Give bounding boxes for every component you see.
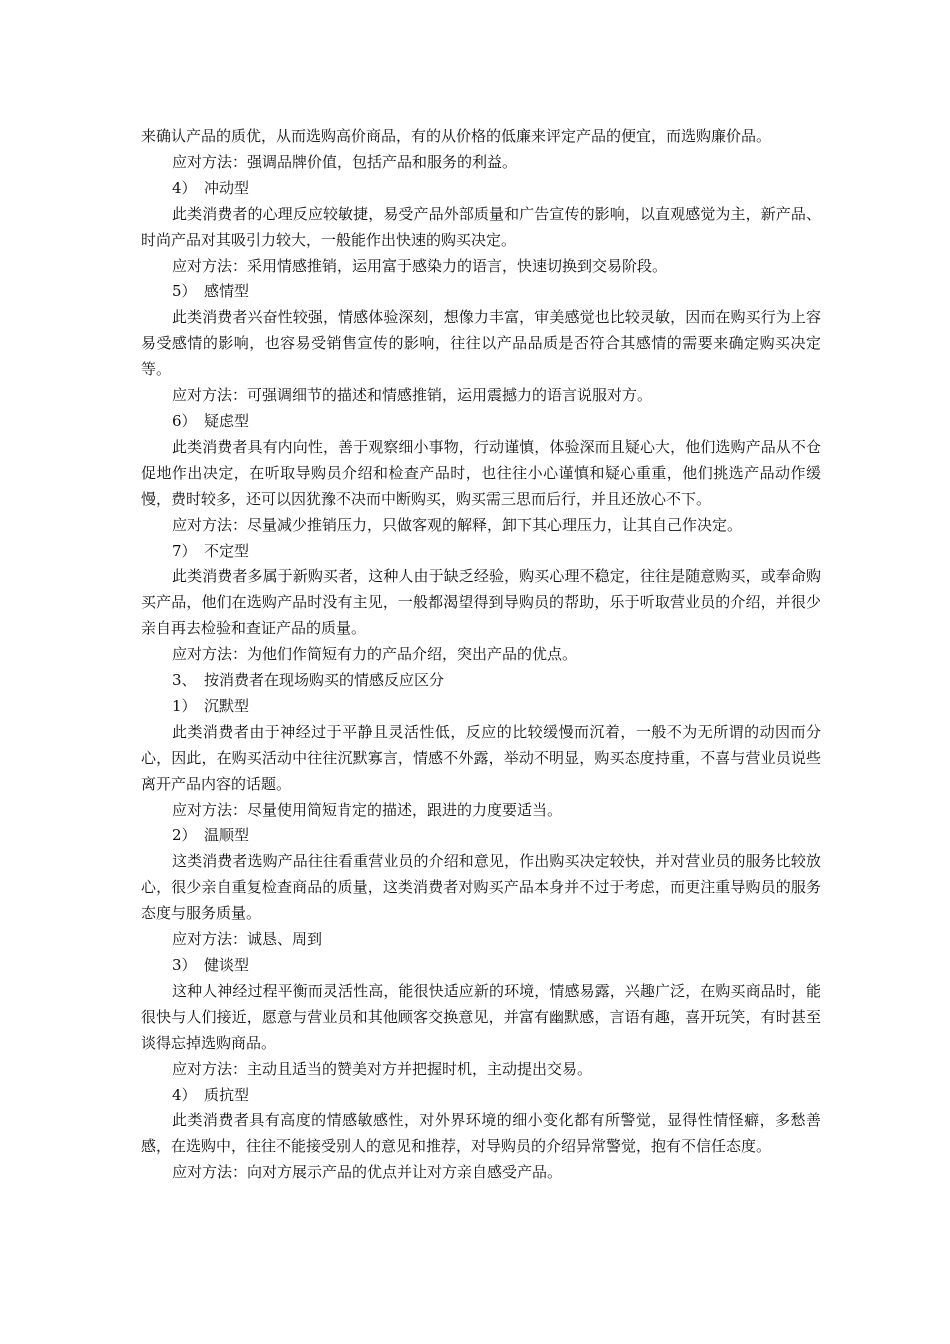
method-talkative-type: 应对方法：主动且适当的赞美对方并把握时机，主动提出交易。 — [172, 1059, 593, 1078]
desc-undecided-type: 此类消费者多属于新购买者，这种人由于缺乏经验，购买心理不稳定，往往是随意购买，或奉命购买产品，他们在选购产品时没有主见，一般都渴望得到导购员的帮助，乐于听取营业员的介绍，并很少亲自再去检验和查证产品的质量。 — [141, 567, 821, 638]
desc-resistant-type: 此类消费者具有高度的情感敏感性，对外界环境的细小变化都有所警觉，显得性情怪癖，多愁善感，在选购中，往往不能接受别人的意见和推荐，对导购员的介绍异常警觉，抱有不信任态度。 — [141, 1111, 821, 1156]
method-impulsive-type: 应对方法：采用情感推销，运用富于感染力的语言，快速切换到交易阶段。 — [172, 256, 668, 275]
desc-suspicious-type: 此类消费者具有内向性，善于观察细小事物，行动谨慎，体验深而且疑心大，他们选购产品从不仓促地作出决定，在听取导购员介绍和检查产品时，也往往小心谨慎和疑心重重，他们挑选产品动作缓慢，费时较多，还可以因犹豫不决而中断购买，购买需三思而后行，并且还放心不下。 — [141, 437, 821, 508]
heading-resistant-type: 4） 质抗型 — [172, 1085, 250, 1104]
heading-undecided-type: 7） 不定型 — [172, 541, 250, 560]
desc-silent-type: 此类消费者由于神经过于平静且灵活性低，反应的比较缓慢而沉着，一般不为无所谓的动因而分心，因此，在购买活动中往往沉默寡言，情感不外露，举动不明显，购买态度持重，不喜与营业员说些离开产品内容的话题。 — [141, 722, 821, 793]
method-suspicious-type: 应对方法：尽量减少推销压力，只做客观的解释，卸下其心理压力，让其自己作决定。 — [172, 515, 743, 534]
method-undecided-type: 应对方法：为他们作简短有力的产品介绍，突出产品的优点。 — [172, 645, 578, 664]
heading-suspicious-type: 6） 疑虑型 — [172, 411, 250, 430]
method-resistant-type: 应对方法：向对方展示产品的优点并让对方亲自感受产品。 — [172, 1163, 563, 1182]
heading-docile-type: 2） 温顺型 — [172, 826, 250, 845]
desc-impulsive-type: 此类消费者的心理反应较敏捷，易受产品外部质量和广告宣传的影响，以直观感觉为主，新产品、时尚产品对其吸引力较大，一般能作出快速的购买决定。 — [141, 204, 821, 249]
section-heading-emotional-reaction: 3、 按消费者在现场购买的情感反应区分 — [172, 671, 445, 690]
desc-emotional-type: 此类消费者兴奋性较强，情感体验深刻，想像力丰富，审美感觉也比较灵敏，因而在购买行为上容易受感情的影响，也容易受销售宣传的影响，往往以产品品质是否符合其感情的需要来确定购买决定等。 — [141, 308, 821, 379]
heading-talkative-type: 3） 健谈型 — [172, 956, 250, 974]
heading-silent-type: 1） 沉默型 — [172, 696, 250, 715]
method-emotional-type: 应对方法：可强调细节的描述和情感推销，运用震撼力的语言说服对方。 — [172, 386, 653, 405]
heading-impulsive-type: 4） 冲动型 — [172, 178, 250, 197]
desc-talkative-type: 这种人神经过程平衡而灵活性高，能很快适应新的环境，情感易露，兴趣广泛，在购买商品时，能很快与人们接近，愿意与营业员和其他顾客交换意见，并富有幽默感，言语有趣，喜开玩笑，有时甚至谈得忘掉选购商品。 — [141, 981, 821, 1052]
desc-docile-type: 这类消费者选购产品往往看重营业员的介绍和意见，作出购买决定较快，并对营业员的服务比较放心，很少亲自重复检查商品的质量，这类消费者对购买产品本身并不过于考虑，而更注重导购员的服务态度与服务质量。 — [141, 852, 821, 923]
method-silent-type: 应对方法：尽量使用简短肯定的描述，跟进的力度要适当。 — [172, 800, 563, 819]
paragraph-continuation: 来确认产品的质优，从而选购高价商品，有的从价格的低廉来评定产品的便宜，而选购廉价品。 — [141, 127, 772, 145]
method-price-type: 应对方法：强调品牌价值，包括产品和服务的利益。 — [172, 152, 518, 171]
heading-emotional-type: 5） 感情型 — [172, 282, 250, 301]
method-docile-type: 应对方法：诚恳、周到 — [172, 930, 323, 949]
document-body — [141, 124, 821, 1186]
